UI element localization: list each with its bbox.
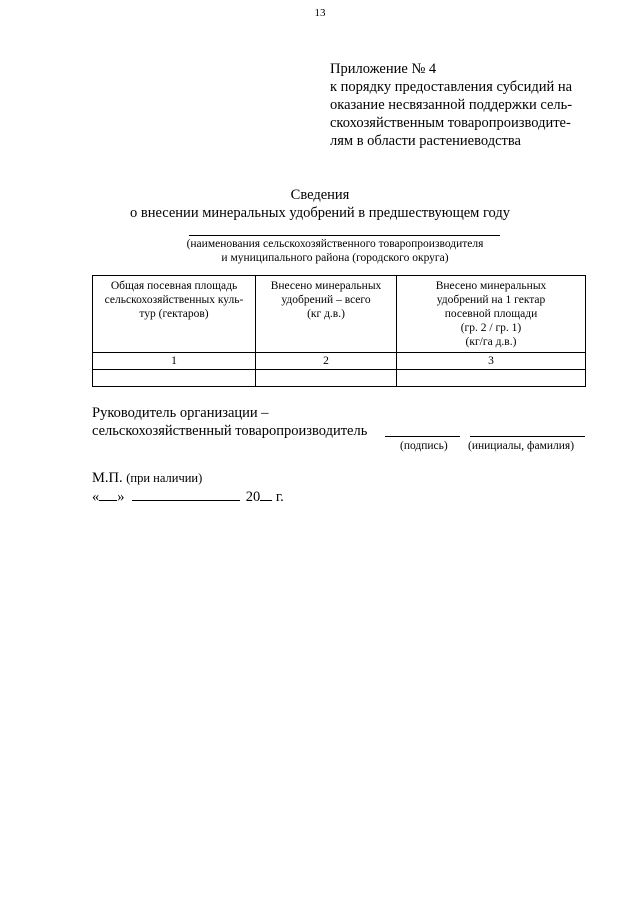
appendix-line: оказание несвязанной поддержки сель- <box>330 97 573 113</box>
column-number: 3 <box>397 353 586 370</box>
producer-name-blank[interactable] <box>189 235 500 236</box>
input-cell-fertilizer-total[interactable] <box>256 370 397 387</box>
signature-line-1: Руководитель организации – <box>92 405 269 421</box>
stamp-note: (при наличии) <box>126 471 203 485</box>
document-title <box>0 186 640 222</box>
day-blank[interactable] <box>99 486 117 501</box>
table-row <box>93 370 586 387</box>
header-cell-fertilizer-total: Внесено минеральных удобрений – всего (кг д.в.) <box>256 276 397 353</box>
input-cell-fertilizer-per-hectare[interactable] <box>397 370 586 387</box>
column-number-row <box>93 353 586 370</box>
title-line-2: о внесении минеральных удобрений в предшествующем году <box>129 205 511 221</box>
appendix-line: лям в области растениеводства <box>330 133 521 149</box>
year-prefix: 20 <box>245 489 261 505</box>
page-number: 13 <box>314 7 326 19</box>
year-blank[interactable] <box>260 486 272 501</box>
name-caption: (инициалы, фамилия) <box>468 440 575 452</box>
date-open-quote: « <box>92 489 100 505</box>
producer-name-caption <box>0 237 640 265</box>
stamp-place <box>92 468 202 488</box>
header-cell-total-area: Общая посевная площадь сельскохозяйственных куль- тур (гектаров) <box>93 276 256 353</box>
fertilizer-table <box>92 275 586 387</box>
title-line-1: Сведения <box>290 187 350 203</box>
input-cell-area[interactable] <box>93 370 256 387</box>
signature-blank[interactable] <box>385 436 460 437</box>
name-blank[interactable] <box>470 436 585 437</box>
date-line <box>92 486 284 507</box>
producer-caption-line-2: и муниципального района (городского округа) <box>221 252 449 264</box>
producer-caption-line-1: (наименования сельскохозяйственного товаропроизводителя <box>186 238 484 250</box>
month-blank[interactable] <box>132 486 240 501</box>
column-number: 1 <box>93 353 256 370</box>
year-suffix: г. <box>275 489 284 505</box>
table-header-row <box>93 276 586 353</box>
signature-caption: (подпись) <box>400 440 448 452</box>
date-close-quote: » <box>117 489 125 505</box>
header-cell-fertilizer-per-hectare: Внесено минеральных удобрений на 1 гектар посевной площади (гр. 2 / гр. 1) (кг/га д.в.) <box>397 276 586 353</box>
appendix-line: скохозяйственным товаропроизводите- <box>330 115 571 131</box>
appendix-line: к порядку предоставления субсидий на <box>330 79 573 95</box>
appendix-line: Приложение № 4 <box>330 61 437 77</box>
column-number: 2 <box>256 353 397 370</box>
signature-line-2: сельскохозяйственный товаропроизводитель <box>92 423 368 439</box>
stamp-label: М.П. <box>92 470 123 486</box>
appendix-heading <box>330 60 600 150</box>
signature-block <box>92 404 367 440</box>
